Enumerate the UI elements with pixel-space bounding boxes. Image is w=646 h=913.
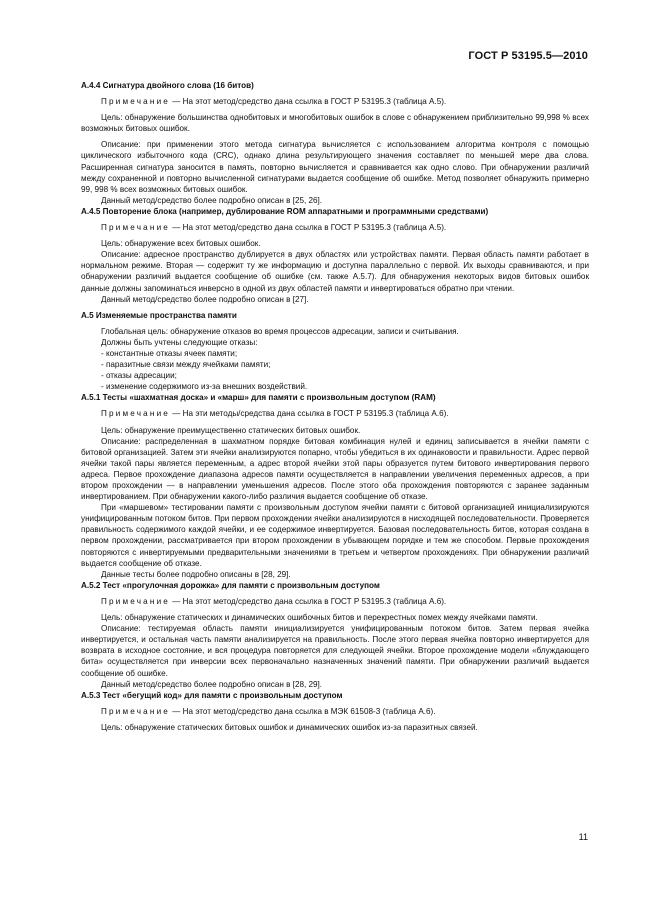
body-paragraph: Данные тесты более подробно описаны в [28, 29].	[101, 569, 291, 579]
section-heading: А.5.1 Тесты «шахматная доска» и «марш» для памяти с произвольным доступом (RAM)	[81, 393, 436, 403]
note-paragraph	[81, 408, 589, 419]
page-number: 11	[578, 832, 588, 842]
body-paragraph: Цель: обнаружение преимущественно статических битовых ошибок.	[101, 425, 361, 435]
note-label: Примечание	[101, 706, 171, 716]
note-text: — На эти методы/средства дана ссылка в ГОСТ Р 53195.3 (таблица А.6).	[170, 409, 449, 419]
note-label: Примечание	[101, 223, 171, 233]
body-paragraph: Описание: адресное пространство дублируется в двух областях или устройствах памяти. Первая область памяти работает в нормальном режиме. Вторая — содержит ту же информацию и доступна параллельно с первой. Их выходы сравниваются, и при обнаружении различий выдается сообщение об ошибке (см. также А.5.7). Для обнаружения некоторых видов битовых ошибок данные должны запоминаться инверсно в одной из двух областей памяти и инвертироваться обратно при чтении.	[81, 250, 589, 293]
body-paragraph: Данный метод/средство более подробно описан в [25, 26].	[101, 195, 323, 205]
body-paragraph: Данный метод/средство более подробно описан в [27].	[101, 294, 309, 304]
section-heading: А.4.5 Повторение блока (например, дублирование ROM аппаратными и программными средствами)	[81, 206, 489, 216]
body-paragraph: Глобальная цель: обнаружение отказов во время процессов адресации, записи и считывания.	[101, 326, 459, 336]
note-label: Примечание	[101, 97, 171, 107]
body-paragraph: Должны быть учтены следующие отказы:	[101, 337, 258, 347]
body-paragraph: Описание: при применении этого метода сигнатура вычисляется с использованием алгоритма контроля с помощью циклического избыточного кода (CRC), однако длина результирующего значения составляет по меньшей мере два слова. Расширенная сигнатура заносится в память, повторно вычисляется и сравнивается как одно слово. При обнаружении различий между сохраненной и повторно вычисленной сигнатурами выдается сообщение об ошибке. Метод позволяет обнаружить примерно 99, 998 % всех возможных битовых ошибок.	[81, 140, 589, 194]
standard-header: ГОСТ Р 53195.5—2010	[468, 50, 588, 62]
note-label: Примечание	[101, 409, 171, 419]
note-paragraph	[81, 706, 589, 717]
note-paragraph	[81, 222, 589, 233]
section-heading: А.5 Изменяемые пространства памяти	[81, 310, 237, 320]
body-paragraph: - константные отказы ячеек памяти;	[101, 348, 238, 358]
note-text: — На этот метод/средство дана ссылка в МЭК 61508-3 (таблица А.6).	[170, 706, 436, 716]
body-paragraph: Описание: распределенная в шахматном порядке битовая комбинация нулей и единиц записывается в ячейки памяти с битовой организацией. Затем эти ячейки анализируются попарно, чтобы убедиться в их одинаковости и правильности. Адрес первой ячейки такой пары является переменным, а адрес второй ячейки этой пары образуется путем битового инвертирования первого адреса. Первое прохождение диапазона адресов памяти осуществляется в направлении увеличения переменных адресов, а при втором прохождении — в направлении уменьшения адресов. После этого оба прохождения повторяются с заранее заданным инвертированием. При обнаружении какого-либо различия выдается сообщение об отказе.	[81, 436, 589, 502]
body-paragraph: При «маршевом» тестировании памяти с произвольным доступом ячейки памяти с битовой организацией инициализируются унифицированным потоком битов. При первом прохождении ячейки анализируются в нисходящей последовательности. Проверяется правильность содержимого каждой ячейки, и ее содержимое инвертируется. Базовая последовательность битов, которая создана в первом прохождении, рассматривается при втором прохождении в убывающем порядке и тем же способом. Первые прохождения повторяются с инвертируемыми предварительными значениями в третьем и четвертом прохождениях. При обнаружении различий выдается сообщение об отказе.	[81, 503, 589, 568]
body-paragraph: Цель: обнаружение большинства однобитовых и многобитовых ошибок в слове с обнаружением приблизительно 99,998 % всех возможных битовых ошибок.	[81, 113, 589, 134]
note-text: — На этот метод/средство дана ссылка в ГОСТ Р 53195.3 (таблица А.5).	[170, 223, 447, 233]
body-paragraph: Цель: обнаружение статических и динамических ошибочных битов и перекрестных помех между ячейками памяти.	[101, 613, 538, 623]
body-paragraph: Описание: тестируемая область памяти инициализируется унифицированным потоком битов. Затем первая ячейка инвертируется, и остальная часть памяти анализируется на правильность. После этого первая ячейка повторно инвертируется для возврата в исходное состояние, и вся процедура повторяется для следующей ячейки. Второе прохождение модели «блуждающего бита» осуществляется при инверсии всех первоначально назначенных значений памяти. При обнаружении различий выдается сообщение об ошибке.	[81, 624, 589, 678]
section-heading: А.5.2 Тест «прогулочная дорожка» для памяти с произвольным доступом	[81, 580, 380, 590]
body-paragraph: Цель: обнаружение статических битовых ошибок и динамических ошибок из-за паразитных связей.	[101, 722, 478, 732]
note-paragraph	[81, 96, 589, 107]
body-paragraph: - изменение содержимого из-за внешних воздействий.	[101, 382, 308, 392]
note-text: — На этот метод/средство дана ссылка в ГОСТ Р 53195.3 (таблица А.6).	[170, 596, 447, 606]
section-heading: А.5.3 Тест «бегущий код» для памяти с произвольным доступом	[81, 690, 343, 700]
body-paragraph: Данный метод/средство более подробно описан в [28, 29].	[101, 679, 323, 689]
body-paragraph: Цель: обнаружение всех битовых ошибок.	[101, 239, 261, 249]
note-label: Примечание	[101, 596, 171, 606]
body-paragraph: - отказы адресации;	[101, 371, 177, 381]
document-body	[81, 75, 589, 733]
note-paragraph	[81, 596, 589, 607]
section-heading: А.4.4 Сигнатура двойного слова (16 битов)	[81, 81, 254, 90]
note-text: — На этот метод/средство дана ссылка в ГОСТ Р 53195.3 (таблица А.5).	[170, 97, 447, 107]
body-paragraph: - паразитные связи между ячейками памяти;	[101, 360, 271, 370]
